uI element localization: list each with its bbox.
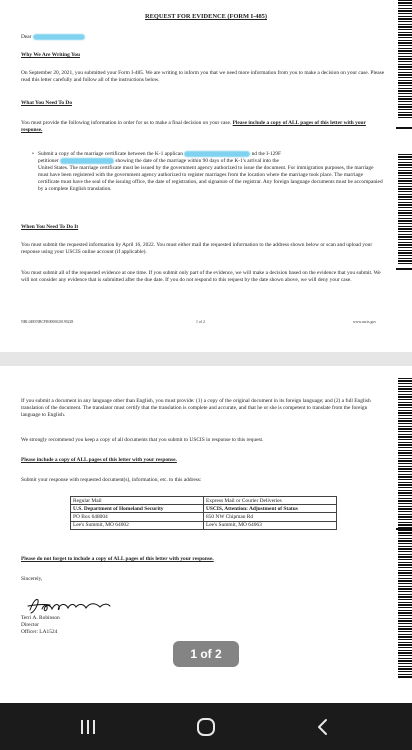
table-row	[71, 521, 337, 529]
footer-website: www.uscis.gov	[353, 320, 377, 324]
barcode-strip	[398, 0, 412, 118]
salutation-line	[21, 34, 385, 41]
document-page-1	[0, 0, 396, 352]
redacted-applicant-name	[184, 151, 250, 157]
section-heading-what: What You Need To Do	[21, 100, 73, 106]
table-row	[71, 497, 337, 505]
back-button[interactable]	[292, 703, 352, 750]
keep-copy-paragraph: We strongly recommend you keep a copy of all documents that you submit to USCIS in response to this request.	[21, 437, 264, 443]
salutation: Dear	[21, 34, 32, 41]
barcode-strip	[398, 154, 412, 264]
closing: Sincerely,	[21, 576, 43, 582]
section-heading-why: Why We Are Writing You	[21, 52, 81, 58]
bullet-text-b: nd the I-129F	[251, 151, 281, 158]
table-cell: Express Mail or Courier Deliveries	[204, 497, 337, 505]
redacted-petitioner-name	[60, 158, 114, 164]
section-text-why: On September 20, 2021, you submitted your Form I-485. We are writing to inform you that we need more information from you to make a decision on your case. Please read this letter carefully and follow all of the instructions below.	[21, 70, 385, 83]
section-text-when-1: You must submit the requested information by April 16, 2022. You must either mail the requested information to the address shown below or scan and upload your response using your USCIS online account (if applicable).	[21, 242, 373, 255]
table-cell: PO Box 648004	[71, 513, 204, 521]
footer-page-number: 1 of 2	[196, 320, 205, 324]
page-separator	[0, 352, 412, 366]
footer-form-code: NBL0485NBCFR0000020190228	[21, 320, 74, 324]
section-text-when-2: You must submit all of the requested evidence at one time. If you submit only part of the evidence, we will make a decision based on the evidence that you submit. We will not consider any evidence that is submitted after the due date. If you do not respond to this request by the date shown above, we will deny your case.	[21, 270, 381, 283]
letter-title: REQUEST FOR EVIDENCE (FORM I-485)	[144, 13, 268, 20]
page-indicator: 1 of 2	[173, 641, 239, 667]
back-icon	[315, 718, 329, 736]
include-all-pages-reminder: Please include a copy of ALL pages of this letter with your response.	[21, 457, 177, 463]
bullet-dot: •	[32, 151, 34, 157]
redacted-name	[33, 34, 85, 40]
bullet-marriage-certificate	[32, 151, 385, 193]
do-not-forget-reminder: Please do not forget to include a copy of ALL pages of this letter with your response.	[21, 556, 214, 562]
fold-mark	[396, 127, 412, 129]
table-row	[71, 513, 337, 521]
table-cell: 850 NW Chipman Rd	[204, 513, 337, 521]
table-cell: Lee's Summit, MO 64063	[204, 521, 337, 529]
system-navigation-bar	[0, 703, 412, 750]
signer-office: Officer: LA1524	[21, 629, 58, 635]
section-text-what-plain: You must provide the following information in order for us to make a final decision on your case.	[21, 120, 232, 126]
home-icon	[196, 717, 216, 737]
bullet-text-c: petitioner	[38, 158, 59, 165]
section-heading-when: When You Need To Do It	[21, 224, 79, 230]
bullet-text-rest: United States. The marriage certificate must be issued by the government agency authorized to issue the document. For immigration purposes, the marriage must have been registered with the government agency authorized to register marriages from the location where the marriage took place. The marriage certificate must have the seal of the issuing office, the date of registration, and signature of the registrar. Any foreign language documents must be accompanied by a complete English translation.	[38, 165, 383, 192]
fold-mark	[396, 268, 412, 270]
table-cell: U.S. Department of Homeland Security	[71, 505, 204, 513]
include-all-pages-note: Please include a copy of ALL pages of this letter with your response.	[21, 120, 366, 133]
signature-image	[24, 594, 114, 616]
signer-name: Terri A. Robinson	[21, 615, 60, 621]
translation-paragraph: If you submit a document in any language other than English, you must provide: (1) a copy of the original document in its foreign language; and (2) a full English translation of the document. The translator must certify that the translation is complete and accurate, and that he or she is competent to translate from the foreign language to English.	[21, 398, 371, 418]
signer-title: Director	[21, 622, 39, 628]
section-text-what	[21, 120, 385, 134]
table-row	[71, 505, 337, 513]
bullet-text-d: showing the date of the marriage within 90 days of the K-1's arrival into the	[115, 158, 279, 165]
submit-address-intro: Submit your response with requested document(s), information, etc. to this address:	[21, 477, 202, 483]
home-button[interactable]	[176, 703, 236, 750]
fold-mark	[396, 528, 412, 530]
mailing-address-table	[70, 496, 337, 530]
recent-apps-icon	[79, 719, 97, 735]
recent-apps-button[interactable]	[58, 703, 118, 750]
table-cell: USCIS, Attention: Adjustment of Status	[204, 505, 337, 513]
bullet-text-a: Submit a copy of the marriage certificate between the K-1 applican	[38, 151, 183, 158]
table-cell: Lee's Summit, MO 64002	[71, 521, 204, 529]
table-cell: Regular Mail	[71, 497, 204, 505]
